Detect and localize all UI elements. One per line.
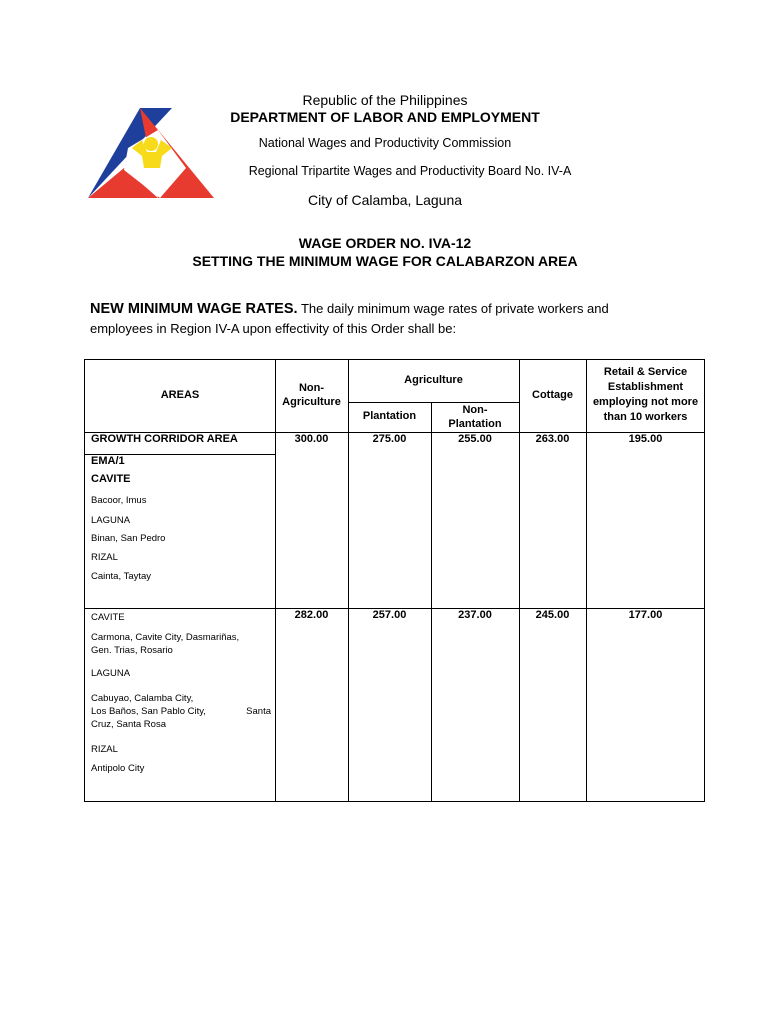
header-retail-line2: Establishment: [607, 381, 684, 393]
laguna-label-2: LAGUNA: [91, 668, 131, 679]
header-non-plantation-line2: Plantation: [448, 418, 502, 430]
cavite-label: CAVITE: [91, 473, 131, 485]
header-non-agriculture-line2: Agriculture: [282, 396, 341, 408]
republic-heading: Republic of the Philippines: [302, 92, 468, 108]
wage-table: [84, 359, 705, 802]
laguna-places-2-line1: Cabuyao, Calamba City,: [91, 693, 194, 704]
header-retail-line4: than 10 workers: [603, 411, 688, 423]
header-non-agriculture-line1: Non-: [298, 382, 325, 394]
city-heading: City of Calamba, Laguna: [307, 192, 463, 208]
row1-cottage: 263.00: [535, 433, 570, 445]
wage-order-title: WAGE ORDER NO. IVA-12: [298, 235, 472, 251]
row2-retail: 177.00: [628, 609, 663, 621]
ema-label: EMA/1: [91, 455, 125, 467]
header-areas: AREAS: [160, 389, 200, 401]
laguna-places-2: [91, 692, 271, 731]
header-non-plantation: [431, 403, 519, 431]
row2-non-agriculture: 282.00: [294, 609, 329, 621]
header-retail: [586, 365, 705, 425]
board-heading: Regional Tripartite Wages and Productivity Board No. IV-A: [248, 164, 572, 178]
row1-plantation: 275.00: [372, 433, 407, 445]
header-cottage: Cottage: [532, 389, 573, 401]
cavite-label-2: CAVITE: [91, 612, 125, 623]
col-divider: [275, 360, 276, 801]
intro-line1: The daily minimum wage rates of private workers and: [300, 301, 609, 316]
laguna-label: LAGUNA: [91, 515, 131, 526]
commission-heading: National Wages and Productivity Commission: [258, 136, 512, 150]
growth-corridor-label: GROWTH CORRIDOR AREA: [91, 433, 238, 445]
intro-lead: NEW MINIMUM WAGE RATES.: [90, 301, 298, 317]
row1-non-plantation: 255.00: [458, 433, 492, 445]
header-non-agriculture: [275, 381, 348, 409]
col-divider: [586, 360, 587, 801]
rizal-label: RIZAL: [91, 552, 118, 563]
laguna-places-2-line2b: Santa: [246, 706, 271, 717]
cavite-places: Bacoor, Imus: [91, 495, 147, 506]
header-retail-line3: employing not more: [592, 396, 699, 408]
laguna-places-2-line2a: Los Baños, San Pablo City,: [91, 706, 206, 717]
laguna-places: Binan, San Pedro: [91, 533, 166, 544]
rizal-places-2: Antipolo City: [91, 763, 145, 774]
department-heading: DEPARTMENT OF LABOR AND EMPLOYMENT: [230, 109, 540, 125]
row1-non-agriculture: 300.00: [294, 433, 329, 445]
row2-plantation: 257.00: [372, 609, 407, 621]
cavite-places-2-line1: Carmona, Cavite City, Dasmariñas,: [91, 632, 240, 643]
col-divider: [431, 402, 432, 801]
rizal-places: Cainta, Taytay: [91, 571, 152, 582]
laguna-places-2-line3: Cruz, Santa Rosa: [91, 719, 166, 730]
row2-cottage: 245.00: [535, 609, 570, 621]
header-non-plantation-line1: Non-: [462, 404, 488, 416]
wage-order-subtitle: SETTING THE MINIMUM WAGE FOR CALABARZON AREA: [192, 253, 578, 269]
row1-retail: 195.00: [628, 433, 663, 445]
cavite-places-2-line2: Gen. Trias, Rosario: [91, 645, 173, 656]
row2-non-plantation: 237.00: [458, 609, 492, 621]
intro-paragraph: [90, 299, 690, 339]
header-plantation: Plantation: [362, 410, 417, 422]
intro-line2: employees in Region IV-A upon effectivity of this Order shall be:: [90, 321, 457, 336]
col-divider: [348, 360, 349, 801]
header-agriculture: Agriculture: [404, 374, 463, 386]
dole-logo: [88, 108, 214, 200]
header-retail-line1: Retail & Service: [603, 366, 688, 378]
rizal-label-2: RIZAL: [91, 744, 118, 755]
col-divider: [519, 360, 520, 801]
cavite-places-2: [91, 631, 239, 657]
